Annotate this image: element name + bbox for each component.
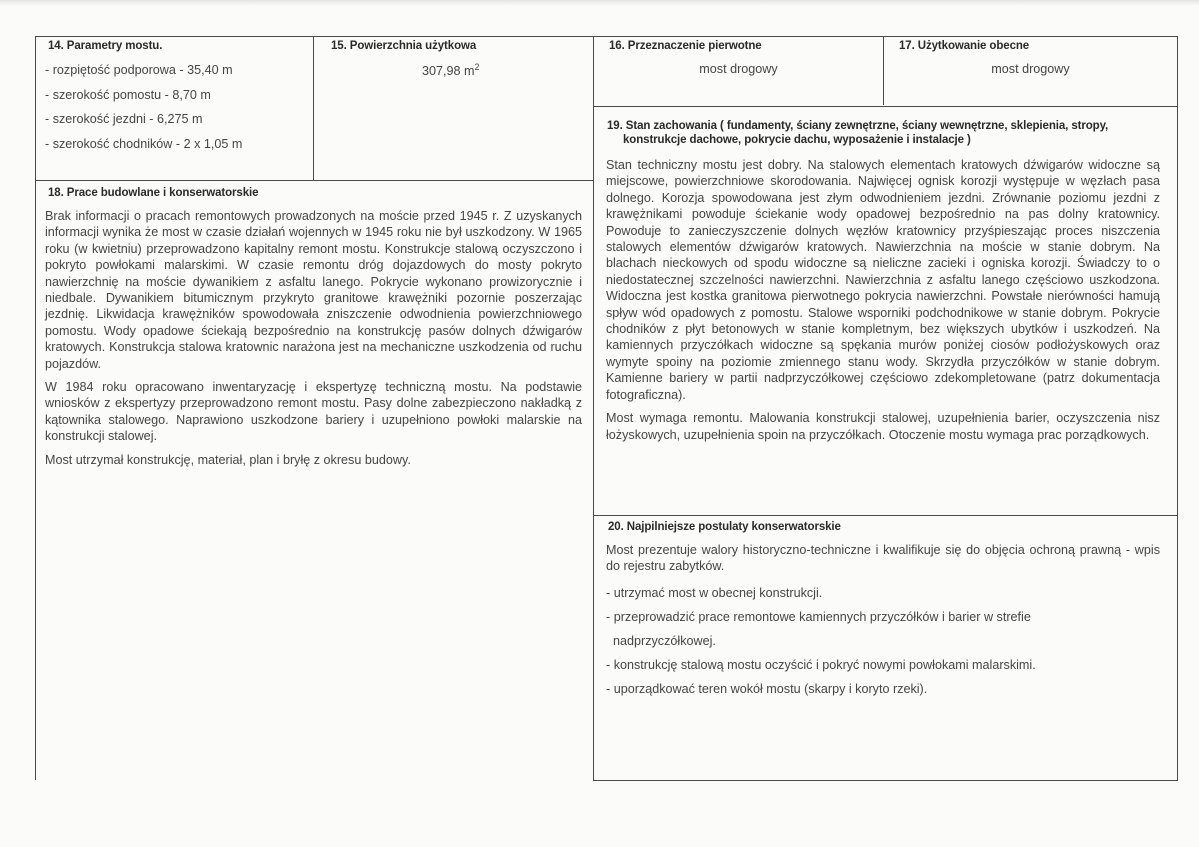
conservation-list-item: - uporządkować teren wokół mostu (skarpy i koryto rzeki). [606,682,928,696]
usable-area-unit: m [464,64,475,79]
usable-area-unit-exponent: 2 [474,62,480,72]
condition-paragraph: Most wymaga remontu. Malowania konstrukcji stalowej, uzupełnienia barier, oczyszczenia nisz łożyskowych, uzupełnienia spoin na przyczółkach. Otoczenie mostu wymaga prac porządkowych. [606,411,1160,442]
current-use-value: most drogowy [991,62,1070,76]
section-15-heading: 15. Powierzchnia użytkowa [331,40,477,52]
construction-works-text [45,208,582,475]
usable-area-value [422,62,480,78]
usable-area-number: 307,98 [422,64,461,79]
section-20-heading: 20. Najpilniejsze postulaty konserwatorskie [608,521,841,533]
section-19-heading [607,119,1167,147]
bridge-parameter-item: - szerokość jezdni - 6,275 m [45,112,203,126]
conservation-list-item: nadprzyczółkowej. [606,634,716,648]
grid-line [593,515,1178,516]
conservation-list-item: - konstrukcję stalową mostu oczyścić i pokryć nowymi powłokami malarskimi. [606,658,1036,672]
grid-line [593,780,1178,781]
section-19-heading-line: 19. Stan zachowania ( fundamenty, ściany zewnętrzne, ściany wewnętrzne, sklepienia, stropy, [607,120,1109,132]
grid-line [35,180,594,181]
grid-line [593,36,594,781]
conservation-list-item: - utrzymać most w obecnej konstrukcji. [606,586,823,600]
construction-works-paragraph: Brak informacji o pracach remontowych prowadzonych na moście przed 1945 r. Z uzyskanych informacji wynika że most w czasie działań wojennych w 1945 roku nie był uszkodzony. W 1965 roku (w kwietniu) przeprowadzono kapitalny remont mostu. Konstrukcje stalową oczyszczono i pokryto powłokami malarskimi. W czasie remontu dróg dojazdowych do mosty pokryto nawierzchnię na moście dywanikiem z asfaltu lanego. Pokrycie wykonano prowizorycznie i niedbale. Dywanikiem bitumicznym przykryto granitowe krawężniki pozornie poszerzając jezdnię. Likwidacja krawężników spowodowała zniszczenie odwodnienia powierzchniowego pomostu. Wody opadowe ściekają bezpośrednio na konstrukcję pasów dolnych dźwigarów kratowych. Konstrukcja stalowa kratownic narażona jest na mechaniczne uszkodzenia od ruchu pojazdów. [45,209,582,371]
bridge-parameter-item: - szerokość pomostu - 8,70 m [45,88,211,102]
section-19-heading-line: konstrukcje dachowe, pokrycie dachu, wyposażenie i instalacje ) [623,134,971,146]
conservation-list [606,581,1166,701]
grid-line [35,36,1178,37]
condition-paragraph: Stan techniczny mostu jest dobry. Na stalowych elementach kratowych dźwigarów widoczne są miejscowe, powierzchniowe skorodowania. Najwięcej ognisk korozji występuje w węzłach pasa dolnego. Korozja spowodowana jest złym odwodnieniem jezdni. Zrównanie poziomu jezdni z krawężnikami powoduje ściekanie wody opadowej bezpośrednio na pas dolny kratownicy. Powoduje to zanieczyszczenie dolnych węzłów kratownicy przyśpieszając proces niszczenia stalowych elementów dźwigarów kratowych. Nawierzchnia na moście w stanie dobrym. Na blachach nieckowych od spodu widoczne są nieliczne zacieki i ogniska korozji. Świadczy to o niedostatecznej szczelności nawierzchni. Nawierzchnia z asfaltu lanego częściowo uszkodzona. Widoczna jest kostka granitowa pierwotnego pokrycia nawierzchni. Powstałe nierówności hamują spływ wód opadowych z pomostu. Stalowe wsporniki podchodnikowe w stanie dobrym. Pokrycie chodników z płyt betonowych w stanie kompletnym, bez większych ubytków i uszkodzeń. Na kamiennych przyczółkach widoczne są spękania murów poniżej ciosów podłożyskowych oraz wymyte spoiny na poziomie zmiennego stanu wody. Skrzydła przyczółków w stanie dobrym. Kamienne bariery w partii nadprzyczółkowej częściowo zdekompletowane (patrz dokumentacja fotograficzna). [606,158,1160,402]
construction-works-paragraph: Most utrzymał konstrukcję, materiał, plan i bryłę z okresu budowy. [45,452,411,467]
scan-top-edge [0,0,1199,6]
grid-line [35,36,36,780]
grid-line [313,36,314,181]
bridge-parameter-item: - rozpiętość podporowa - 35,40 m [45,63,233,77]
condition-text [606,157,1160,450]
section-18-heading: 18. Prace budowlane i konserwatorskie [48,187,259,199]
conservation-intro: Most prezentuje walory historyczno-techniczne i kwalifikuje się do objęcia ochroną prawną - wpis do rejestru zabytków. [606,543,1160,574]
section-16-heading: 16. Przeznaczenie pierwotne [609,40,762,52]
bridge-parameter-item: - szerokość chodników - 2 x 1,05 m [45,137,243,151]
grid-line [593,106,1178,107]
grid-line [1177,36,1178,781]
construction-works-paragraph: W 1984 roku opracowano inwentaryzację i ekspertyzę techniczną mostu. Na podstawie wniosków z ekspertyzy przeprowadzono remont mostu. Pasy dolne zabezpieczono nakładką z kątownika stalowego. Naprawiono uszkodzone bariery i uzupełniono powłoki malarskie na konstrukcji stalowej. [45,380,582,444]
original-purpose-value: most drogowy [699,62,778,76]
section-14-heading: 14. Parametry mostu. [48,40,163,52]
conservation-list-item: - przeprowadzić prace remontowe kamiennych przyczółków i barier w strefie [606,610,1031,624]
section-17-heading: 17. Użytkowanie obecne [899,40,1030,52]
